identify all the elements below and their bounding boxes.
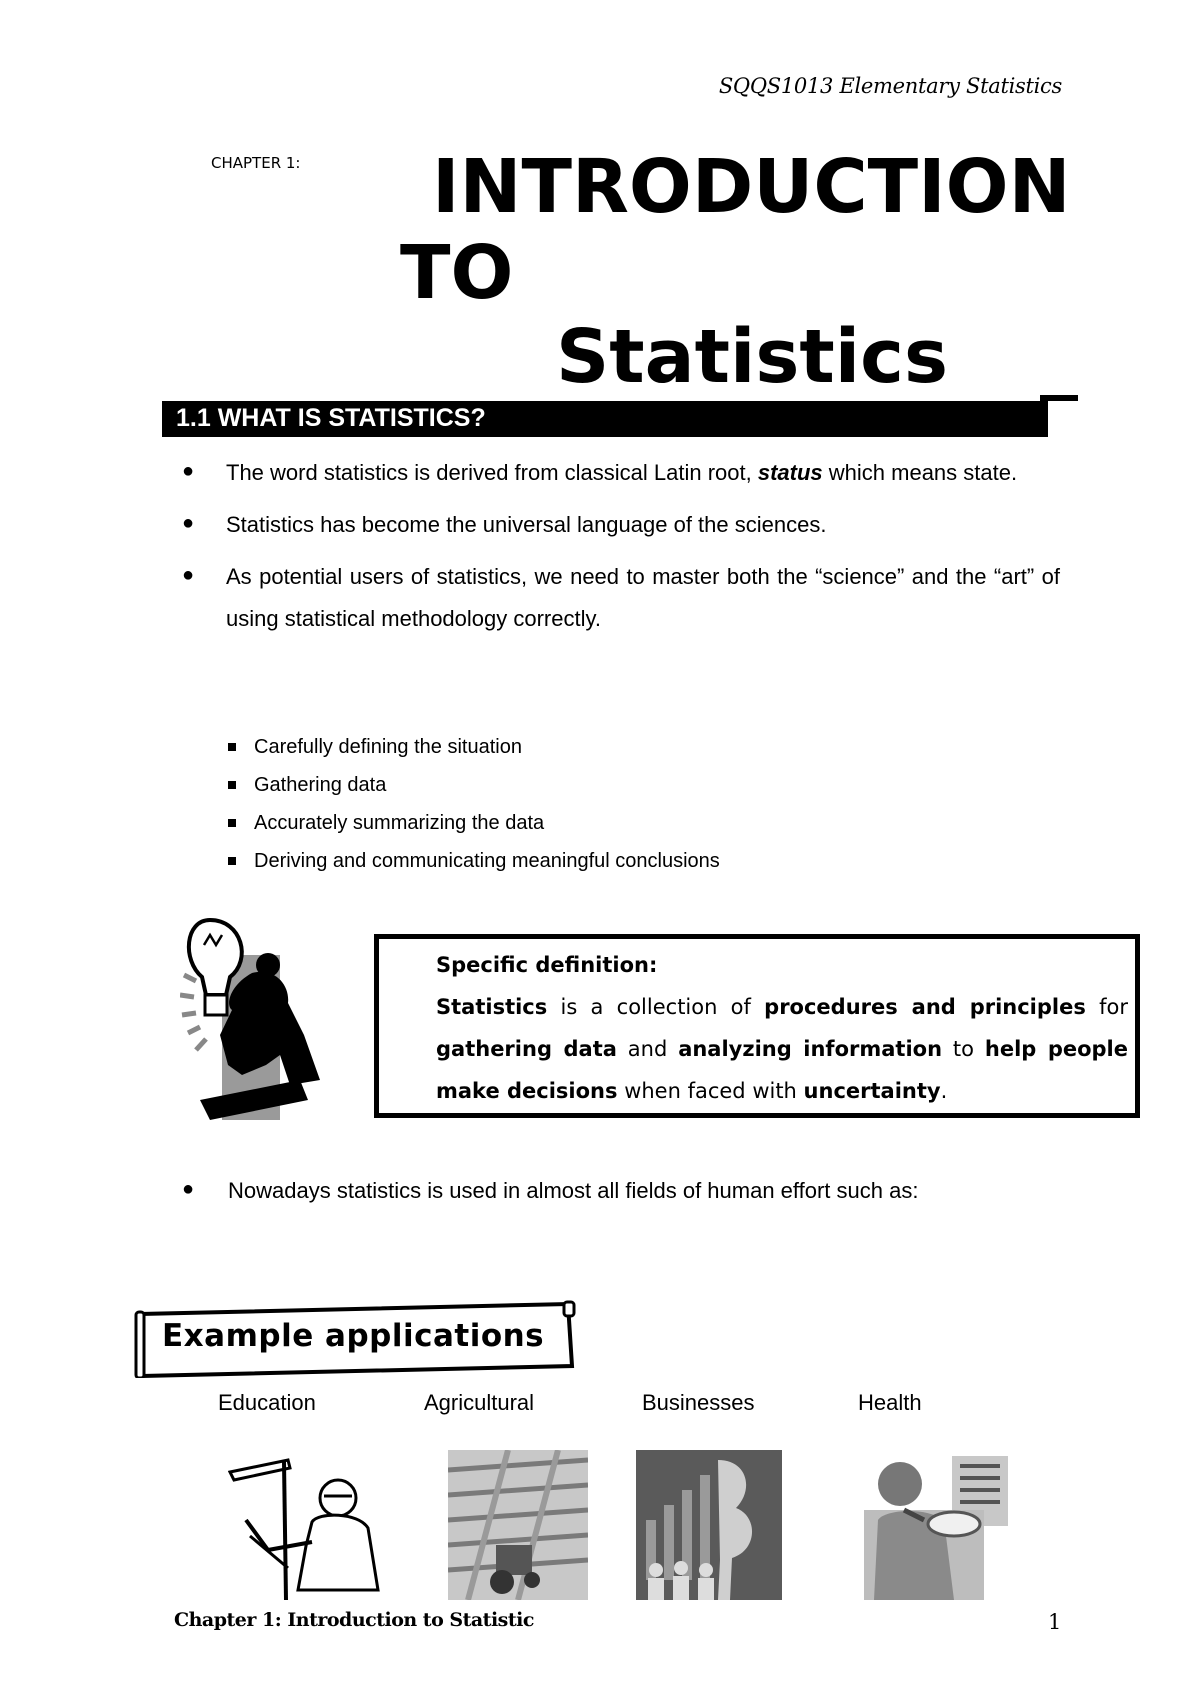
sub-bullet-item: Deriving and communicating meaningful conclusions: [228, 842, 720, 880]
definition-heading: Specific definition:: [436, 953, 658, 977]
bullet-dot: ●: [182, 1178, 195, 1200]
page-number: 1: [1048, 1610, 1062, 1634]
app-label-agricultural: Agricultural: [424, 1390, 535, 1415]
app-label-health: Health: [858, 1390, 922, 1415]
bullet-item: [176, 564, 1060, 640]
teacher-clipart: [228, 1450, 390, 1600]
sub-bullet-list: [228, 728, 720, 880]
chapter-title-line1: INTRODUCTION: [432, 144, 1071, 230]
latin-root-word: status: [757, 460, 823, 485]
bullet-dot: ●: [182, 564, 195, 586]
bullet-dot: ●: [182, 460, 195, 482]
sub-bullet-item: Carefully defining the situation: [228, 728, 720, 766]
bullet-item: [176, 1178, 1060, 1204]
bullet-dot: ●: [182, 512, 195, 534]
bullet-text: The word statistics is derived from classical Latin root, status which means state.: [226, 460, 1018, 485]
farming-clipart: [448, 1450, 588, 1600]
square-bullet-icon: [228, 781, 236, 789]
chapter-label: CHAPTER 1:: [211, 154, 301, 172]
definition-content: [436, 944, 1128, 1112]
sub-bullet-item: Gathering data: [228, 766, 720, 804]
chapter-title-line2: TO: [400, 230, 514, 316]
bullet-text: Nowadays statistics is used in almost all fields of human effort such as:: [228, 1178, 919, 1203]
bullet-list: [176, 460, 1060, 658]
footer-chapter: Chapter 1: Introduction to Statistic: [174, 1609, 534, 1631]
square-bullet-icon: [228, 819, 236, 827]
chapter-title-line3: Statistics: [556, 314, 949, 400]
square-bullet-icon: [228, 743, 236, 751]
section-title: 1.1 WHAT IS STATISTICS?: [176, 404, 486, 432]
app-label-education: Education: [218, 1390, 316, 1415]
doctor-clipart: [864, 1450, 1014, 1600]
square-bullet-icon: [228, 857, 236, 865]
lightbulb-idea-clipart: [180, 915, 340, 1125]
definition-text: Statistics is a collection of procedures and principles for gathering data and analyzing information to help people make decisions when faced with uncertainty.: [436, 995, 1128, 1103]
bullet-text: Statistics has become the universal language of the sciences.: [226, 512, 827, 537]
bullet-item: [176, 460, 1060, 494]
app-label-businesses: Businesses: [642, 1390, 755, 1415]
running-header: SQQS1013 Elementary Statistics: [718, 74, 1062, 98]
bullet-text: As potential users of statistics, we need to master both the “science” and the “art” of using statistical methodology correctly.: [226, 564, 1060, 631]
business-chart-clipart: [636, 1450, 782, 1600]
section-bar-tab: [1040, 395, 1078, 401]
example-applications-title: Example applications: [162, 1318, 545, 1354]
bullet-item: [176, 512, 1060, 546]
sub-bullet-item: Accurately summarizing the data: [228, 804, 720, 842]
